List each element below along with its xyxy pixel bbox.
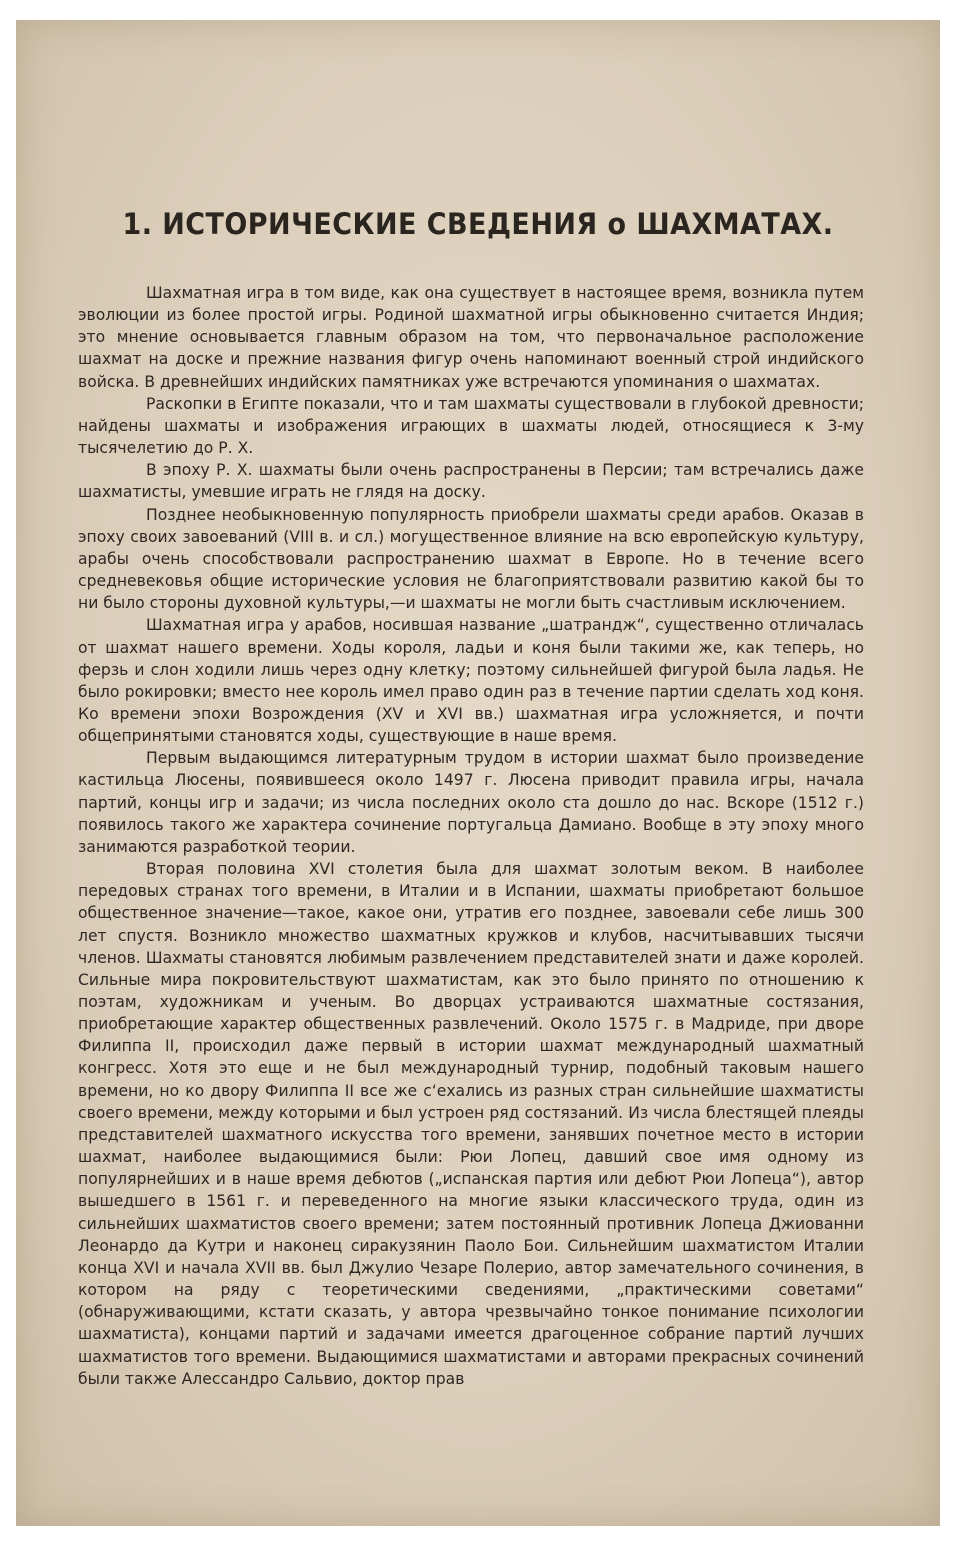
body-text — [78, 282, 864, 1390]
paragraph: Шахматная игра в том виде, как она существует в настоящее время, возникла путем эволюции из более простой игры. Родиной шахматной игры обыкновенно считается Индия; это мнение основывается главным образом на том, что первоначальное расположение шахмат на доске и прежние названия фигур очень напоминают военный строй индийского войска. В древнейших индийских памятниках уже встречаются упоминания о шахматах. — [78, 284, 864, 391]
book-page — [16, 20, 940, 1526]
paragraph: Первым выдающимся литературным трудом в истории шахмат было произведение кастильца Люсены, появившееся около 1497 г. Люсена приводит правила игры, начала партий, концы игр и задачи; из числа последних около ста дошло до нас. Вскоре (1512 г.) появилось такого же характера сочинение португальца Дамиано. Вообще в эту эпоху много занимаются разработкой теории. — [78, 749, 864, 856]
paragraph: В эпоху Р. Х. шахматы были очень распространены в Персии; там встречались даже шахматисты, умевшие играть не глядя на доску. — [78, 461, 864, 502]
chapter-title: 1. ИСТОРИЧЕСКИЕ СВЕДЕНИЯ о ШАХМАТАХ. — [122, 207, 834, 241]
paragraph: Позднее необыкновенную популярность приобрели шахматы среди арабов. Оказав в эпоху своих завоеваний (VIII в. и сл.) могущественное влияние на всю европейскую культуру, арабы очень способствовали распространению шахмат в Европе. Но в течение всего средневековья общие исторические условия не благоприятствовали развитию какой бы то ни было стороны духовной культуры,—и шахматы не могли быть счастливым исключением. — [78, 505, 864, 613]
paragraph: Шахматная игра у арабов, носившая название „шатрандж“, существенно отличалась от шахмат нашего времени. Ходы короля, ладьи и коня были такими же, как теперь, но ферзь и слон ходили лишь через одну клетку; поэтому сильнейшей фигурой была ладья. Не было рокировки; вместо нее король имел право один раз в течение партии сделать ход коня. Ко времени эпохи Возрождения (XV и XVI вв.) шахматная игра усложняется, и почти общепринятыми становятся ходы, существующие в наше время. — [78, 616, 864, 746]
paragraph: Вторая половина XVI столетия была для шахмат золотым веком. В наиболее передовых странах того времени, в Италии и в Испании, шахматы приобретают большое общественное значение—такое, какое они, утратив его позднее, завоевали себе лишь 300 лет спустя. Возникло множество шахматных кружков и клубов, насчитывавших тысячи членов. Шахматы становятся любимым развлечением представителей знати и даже королей. Сильные мира покровительствуют шахматистам, как это было принято по отношению к поэтам, художникам и ученым. Во дворцах устраиваются шахматные состязания, приобретающие характер общественных развлечений. Около 1575 г. в Мадриде, при дворе Филиппа II, происходил даже первый в истории шахмат международный шахматный конгресс. Хотя это еще и не был международный турнир, подобный таковым нашего времени, но ко двору Филиппа II все же с‘ехались из разных стран сильнейшие шахматисты своего времени, между которыми и был устроен ряд состязаний. Из числа блестящей плеяды представителей шахматного искусства того времени, занявших почетное место в истории шахмат, наиболее выдающимися были: Рюи Лопец, давший свое имя одному из популярнейших и в наше время дебютов („испанская партия или дебют Рюи Лопеца“), автор вышедшего в 1561 г. и переведенного на многие языки классического труда, один из сильнейших шахматистов своего времени; затем постоянный противник Лопеца Джиованни Леонардо да Кутри и наконец сиракузянин Паоло Бои. Сильнейшим шахматистом Италии конца XVI и начала XVII вв. был Джулио Чезаре Полерио, автор замечательного сочинения, в котором на ряду с теоретическими сведениями, „практическими советами“ (обнаруживающими, кстати сказать, у автора чрезвычайно тонкое понимание психологии шахматиста), концами партий и задачами имеется драгоценное собрание партий лучших шахматистов того времени. Выдающимися шахматистами и авторами прекрасных сочинений были также Алессандро Сальвио, доктор прав — [78, 860, 864, 1388]
paragraph: Раскопки в Египте показали, что и там шахматы существовали в глубокой древности; найдены шахматы и изображения играющих в шахматы людей, относящиеся к 3-му тысячелетию до Р. Х. — [78, 394, 864, 458]
